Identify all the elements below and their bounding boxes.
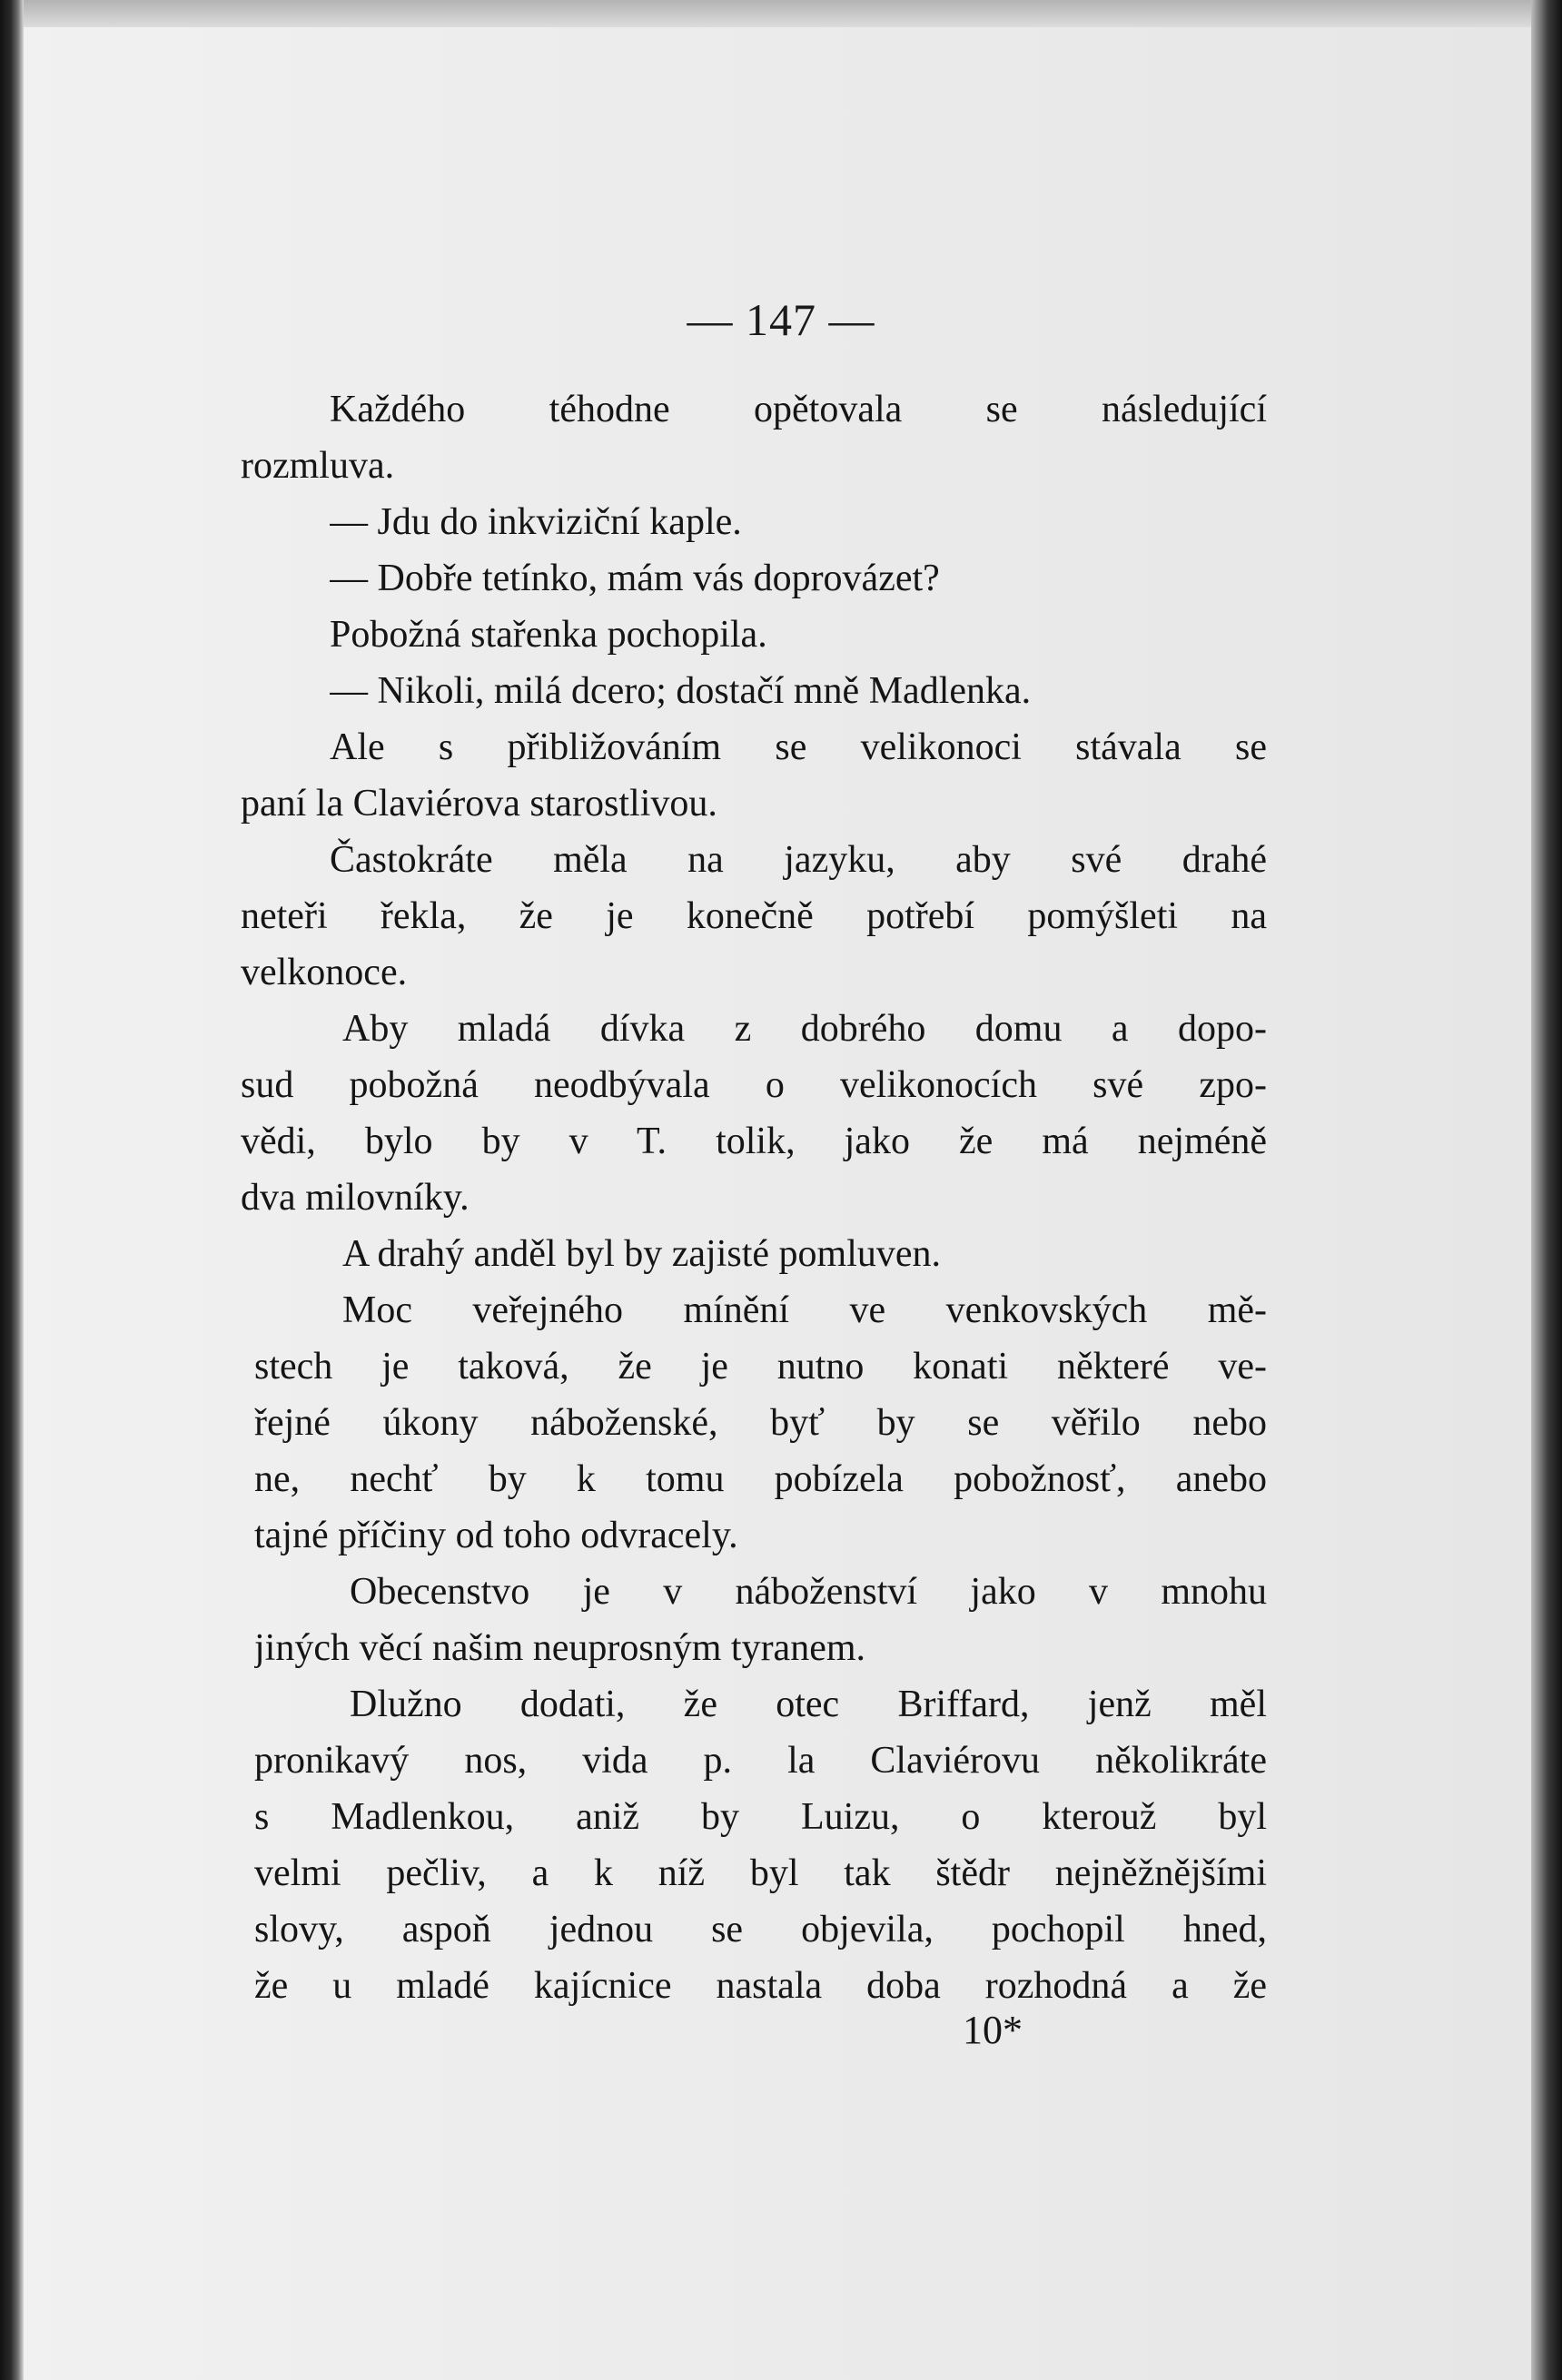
text-line: dva milovníky.: [241, 1177, 470, 1219]
text-line: — Nikoli, milá dcero; dostačí mně Madlenka.: [330, 670, 1032, 712]
text-line: Častokráte měla na jazyku, aby své drahé: [330, 839, 1267, 881]
text-line: — Dobře tetínko, mám vás doprovázet?: [330, 558, 940, 599]
text-line: paní la Claviérova starostlivou.: [241, 783, 717, 825]
text-line: s Madlenkou, aniž by Luizu, o kterouž byl: [254, 1796, 1267, 1838]
text-line: Obecenstvo je v náboženství jako v mnohu: [350, 1571, 1267, 1613]
text-line: tajné příčiny od toho odvracely.: [254, 1515, 738, 1556]
page-top-shadow: [0, 0, 1562, 27]
text-line: stech je taková, že je nutno konati některé ve-: [254, 1346, 1267, 1388]
text-line: velkonoce.: [241, 952, 408, 993]
page-right-edge: [1531, 0, 1562, 2380]
text-line: Ale s přibližováním se velikonoci stávala se: [330, 726, 1267, 768]
page-number: — 147 —: [687, 294, 875, 345]
text-line: slovy, aspoň jednou se objevila, pochopil hned,: [254, 1909, 1267, 1950]
text-line: řejné úkony náboženské, byť by se věřilo nebo: [254, 1402, 1267, 1444]
text-line: — Jdu do inkviziční kaple.: [330, 501, 742, 543]
text-line: Každého téhodne opětovala se následující: [330, 389, 1267, 430]
text-line: sud pobožná neodbývala o velikonocích své zpo-: [241, 1064, 1267, 1106]
text-line: ne, nechť by k tomu pobízela pobožnosť, anebo: [254, 1458, 1267, 1500]
text-line: Dlužno dodati, že otec Briffard, jenž měl: [350, 1684, 1267, 1725]
text-line: Moc veřejného mínění ve venkovských mě-: [342, 1289, 1267, 1331]
text-line: vědi, bylo by v T. tolik, jako že má nejméně: [241, 1121, 1267, 1162]
signature-mark: 10*: [963, 2008, 1023, 2052]
text-line: A drahý anděl byl by zajisté pomluven.: [342, 1233, 942, 1275]
text-line: že u mladé kajícnice nastala doba rozhodná a že: [254, 1965, 1267, 2007]
text-line: velmi pečliv, a k níž byl tak štědr nejněžnějšími: [254, 1852, 1267, 1894]
text-line: pronikavý nos, vida p. la Claviérovu několikráte: [254, 1740, 1267, 1782]
text-line: jiných věcí našim neuprosným tyranem.: [254, 1627, 866, 1669]
text-line: Aby mladá dívka z dobrého domu a dopo-: [342, 1008, 1267, 1050]
text-line: Pobožná stařenka pochopila.: [330, 614, 767, 656]
page-binding-edge: [0, 0, 24, 2380]
text-line: rozmluva.: [241, 445, 395, 487]
text-line: neteři řekla, že je konečně potřebí pomýšleti na: [241, 895, 1267, 937]
